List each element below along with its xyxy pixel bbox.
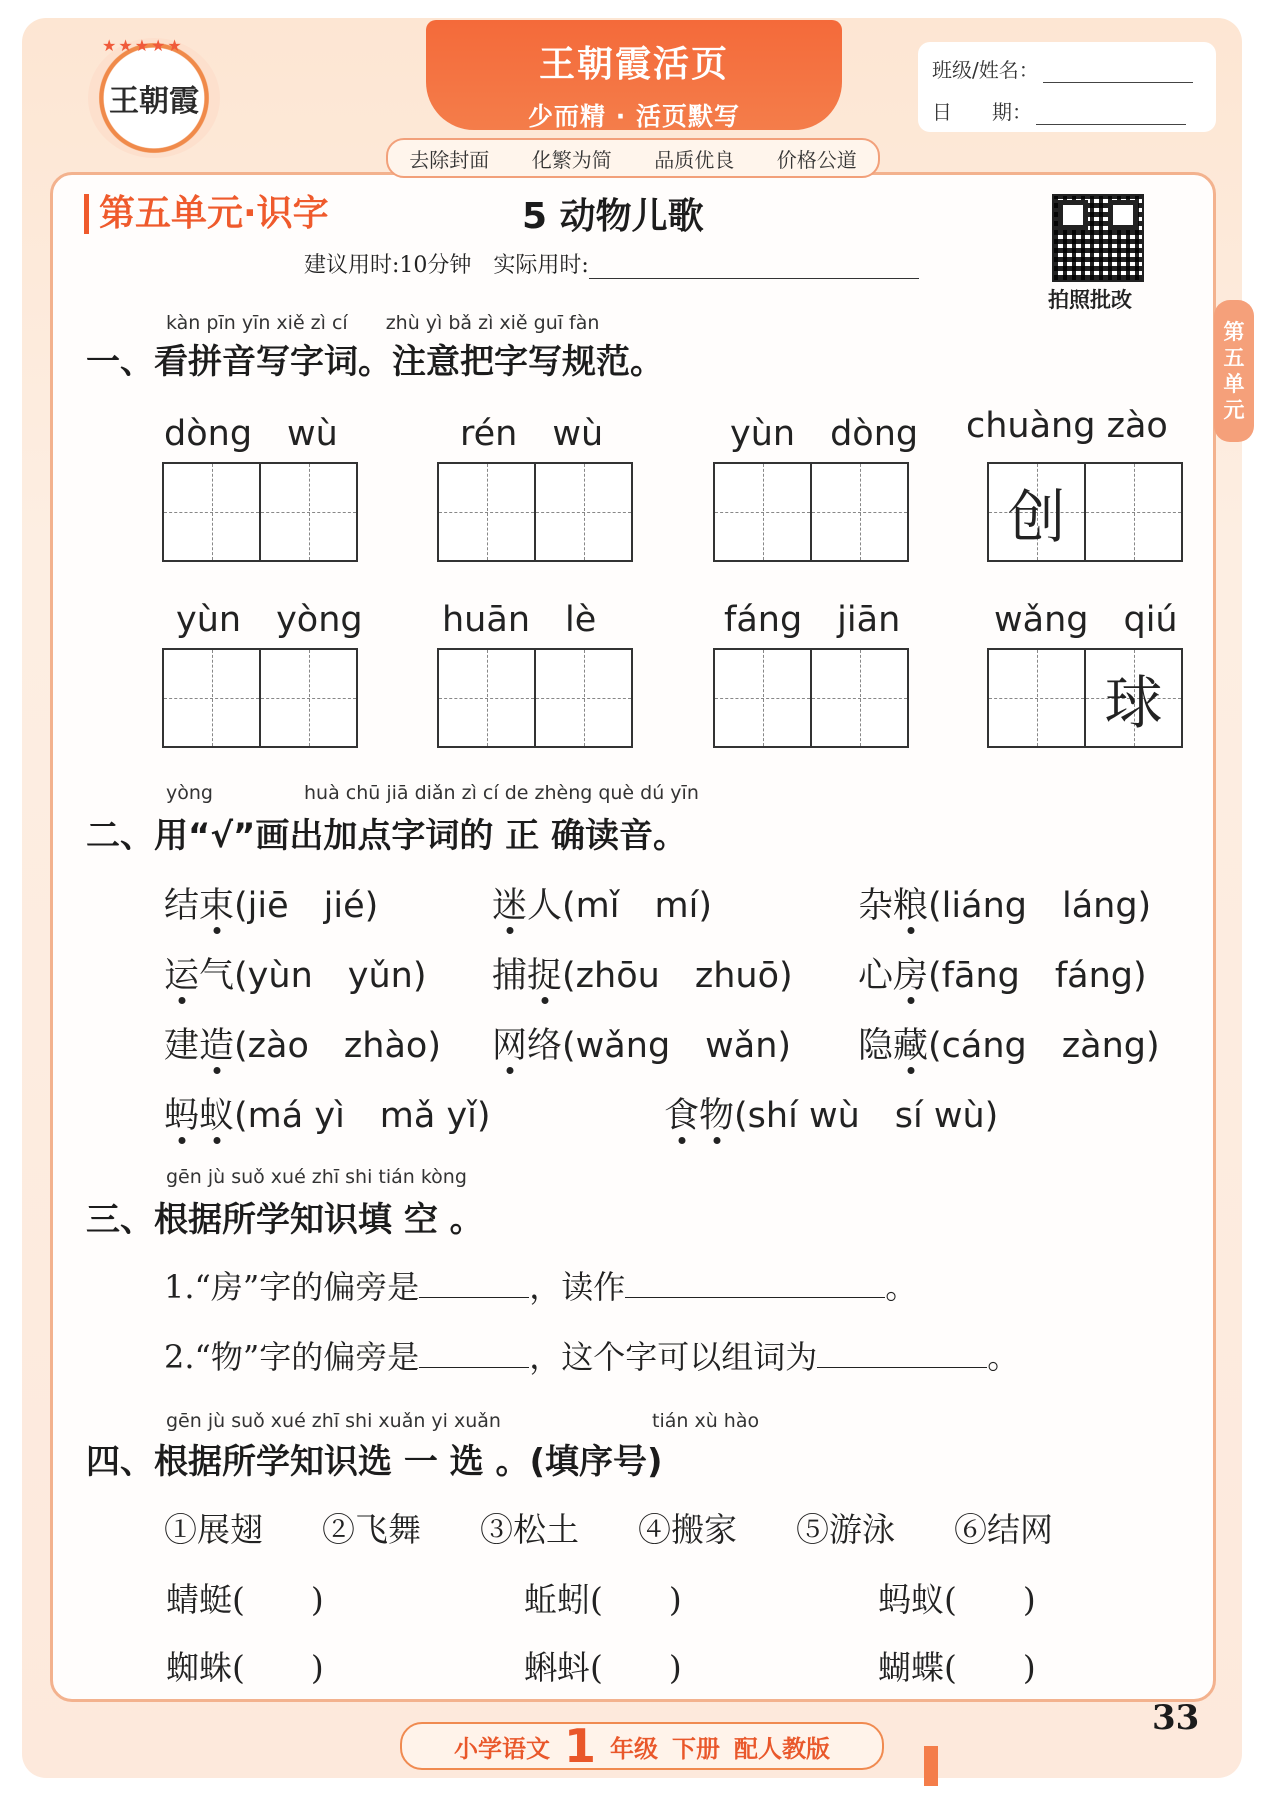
brand-logo — [88, 38, 220, 158]
section1-title: 一、看拼音写字词。注意把字写规范。 — [86, 342, 664, 382]
footer-bar — [400, 1719, 884, 1773]
writing-grid[interactable] — [437, 462, 633, 562]
section2-pinyin: yòng — [166, 782, 213, 804]
side-tab-char: 单 — [1223, 372, 1245, 396]
writing-grid[interactable] — [437, 648, 633, 748]
unit-title: 第五单元·识字 — [84, 194, 329, 234]
animal-answer[interactable]: 蚯蚓( ) — [524, 1580, 682, 1619]
fill-question: 1.“房”字的偏旁是 ，读作 。 — [164, 1268, 918, 1306]
option-item: ②飞舞 — [322, 1510, 421, 1549]
qr-code-icon[interactable] — [1052, 194, 1144, 282]
binding-mark — [924, 1746, 938, 1786]
pronunciation-item[interactable]: 心房(fāng fáng) — [858, 956, 1147, 996]
option-item: ①展翅 — [164, 1510, 263, 1549]
class-name-label: 班级/姓名： — [932, 58, 1039, 82]
slogan-item: 化繁为简 — [531, 147, 612, 172]
pronunciation-item[interactable]: 捕捉(zhōu zhuō) — [492, 956, 793, 996]
slogan-item: 去除封面 — [409, 147, 490, 172]
banner-subtitle: 少而精 · 活页默写 — [528, 102, 740, 131]
actual-time-field[interactable] — [589, 260, 919, 279]
side-tab-char: 第 — [1223, 320, 1245, 344]
pronunciation-item[interactable]: 建造(zào zhào) — [164, 1026, 441, 1066]
answer-blank[interactable] — [419, 1337, 529, 1368]
animal-answer[interactable]: 蜘蛛( ) — [166, 1648, 324, 1687]
qr-label: 拍照批改 — [1048, 288, 1132, 312]
pronunciation-item[interactable]: 隐藏(cáng zàng) — [858, 1026, 1160, 1066]
slogan-bar — [386, 138, 880, 178]
writing-grid[interactable] — [162, 648, 358, 748]
date-field[interactable] — [1036, 104, 1186, 125]
pronunciation-item[interactable]: 运气(yùn yǔn) — [164, 956, 427, 996]
writing-grid[interactable] — [162, 462, 358, 562]
fill-question: 2.“物”字的偏旁是 ，这个字可以组词为 。 — [164, 1338, 1020, 1376]
answer-blank[interactable] — [817, 1337, 987, 1368]
word-pinyin: chuàng zào — [966, 406, 1168, 446]
suggest-time: 建议用时:10分钟 实际用时: — [304, 253, 589, 278]
brand-name: 王朝霞 — [109, 84, 199, 119]
lesson-title: 5 动物儿歌 — [522, 196, 704, 237]
animal-answer[interactable]: 蚂蚁( ) — [878, 1580, 1036, 1619]
word-pinyin: fáng jiān — [724, 600, 901, 640]
grid-cell[interactable] — [812, 464, 907, 560]
side-tab-char: 五 — [1223, 346, 1245, 370]
animal-answer[interactable]: 蝴蝶( ) — [878, 1648, 1036, 1687]
side-tab-char: 元 — [1223, 398, 1245, 422]
writing-grid[interactable] — [713, 462, 909, 562]
footer-volume: 下册 — [672, 1734, 720, 1763]
unit-side-tab — [1214, 300, 1254, 442]
section4-pinyin: gēn jù suǒ xué zhī shi xuǎn yi xuǎn — [166, 1410, 501, 1432]
word-pinyin: dòng wù — [164, 414, 338, 454]
word-pinyin: wǎng qiú — [994, 600, 1178, 640]
footer-grade: 年级 — [610, 1734, 658, 1763]
pronunciation-item[interactable]: 结束(jiē jié) — [164, 886, 379, 926]
top-banner — [426, 20, 842, 130]
answer-blank[interactable] — [419, 1267, 529, 1298]
student-info-box — [918, 42, 1216, 132]
word-pinyin: yùn dòng — [730, 414, 919, 454]
grid-cell[interactable] — [536, 464, 631, 560]
writing-grid[interactable] — [987, 648, 1183, 748]
slogan-item: 品质优良 — [654, 147, 735, 172]
pronunciation-item[interactable]: 蚂蚁(má yì mǎ yǐ) — [164, 1096, 491, 1136]
option-item: ③松土 — [480, 1510, 579, 1549]
time-line — [304, 248, 919, 279]
word-pinyin: rén wù — [460, 414, 604, 454]
section3-pinyin: gēn jù suǒ xué zhī shi tián kòng — [166, 1166, 467, 1188]
pronunciation-item[interactable]: 网络(wǎng wǎn) — [492, 1026, 792, 1066]
section4-pinyin: tián xù hào — [652, 1410, 760, 1432]
date-label: 日 期： — [932, 100, 1032, 124]
option-item: ⑤游泳 — [796, 1510, 895, 1549]
footer-grade-number: 1 — [563, 1719, 596, 1773]
grid-cell[interactable] — [261, 464, 356, 560]
animal-answer[interactable]: 蝌蚪( ) — [524, 1648, 682, 1687]
writing-grid[interactable] — [713, 648, 909, 748]
option-item: ④搬家 — [638, 1510, 737, 1549]
section2-title: 二、用“√”画出加点字词的 正 确读音。 — [86, 816, 688, 856]
grid-cell[interactable]: 创 — [989, 464, 1086, 560]
section3-title: 三、根据所学知识填 空 。 — [86, 1200, 484, 1240]
grid-cell[interactable] — [439, 650, 536, 746]
section4-title: 四、根据所学知识选 一 选 。(填序号) — [86, 1442, 663, 1482]
section2-pinyin: huà chū jiā diǎn zì cí de zhèng què dú yīn — [304, 782, 699, 804]
grid-cell[interactable] — [1086, 464, 1181, 560]
grid-cell[interactable] — [439, 464, 536, 560]
grid-cell[interactable] — [812, 650, 907, 746]
grid-cell[interactable] — [715, 464, 812, 560]
banner-title: 王朝霞活页 — [538, 44, 729, 85]
pronunciation-item[interactable]: 杂粮(liáng láng) — [858, 886, 1152, 926]
footer-subject: 小学语文 — [453, 1734, 550, 1763]
section1-pinyin: kàn pīn yīn xiě zì cí zhù yì bǎ zì xiě guī fàn — [166, 312, 600, 334]
word-pinyin: yùn yòng — [176, 600, 363, 640]
grid-cell[interactable]: 球 — [1086, 650, 1181, 746]
slogan-item: 价格公道 — [776, 147, 857, 172]
star-icons: ★★★★★ — [102, 36, 184, 55]
animal-answer[interactable]: 蜻蜓( ) — [166, 1580, 324, 1619]
pronunciation-item[interactable]: 迷人(mǐ mí) — [492, 886, 712, 926]
option-item: ⑥结网 — [954, 1510, 1053, 1549]
grid-cell[interactable] — [261, 650, 356, 746]
word-pinyin: huān lè — [442, 600, 597, 640]
grid-cell[interactable] — [164, 464, 261, 560]
grid-cell[interactable] — [715, 650, 812, 746]
class-name-field[interactable] — [1043, 62, 1193, 83]
pronunciation-item[interactable]: 食物(shí wù sí wù) — [664, 1096, 999, 1136]
grid-cell[interactable] — [164, 650, 261, 746]
writing-grid[interactable] — [987, 462, 1183, 562]
page-number: 33 — [1152, 1698, 1200, 1738]
answer-blank[interactable] — [625, 1267, 885, 1298]
grid-cell[interactable] — [536, 650, 631, 746]
footer-edition: 配人教版 — [734, 1734, 830, 1763]
grid-cell[interactable] — [989, 650, 1086, 746]
